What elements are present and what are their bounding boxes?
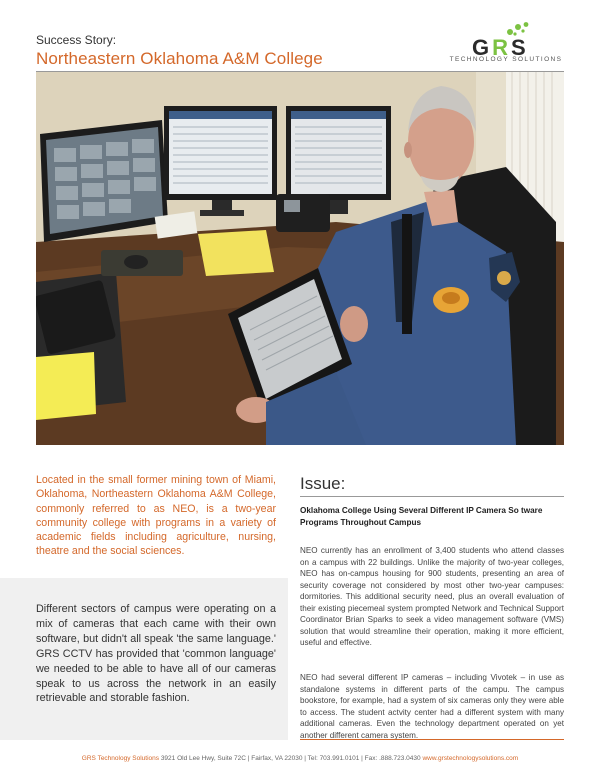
monitor-icon <box>40 120 168 242</box>
issue-paragraph-1: NEO currently has an enrollment of 3,400 students who attend classes on a campus with 22 buildings. Unlike the majority of two-year colleges, NEO has on-campus housing for 900 students, presenting an area of security coverage not considered by most other two-year campuses: dormitories. This additional security need, plus an overall evaluation of their existing piecemeal system prompted Network and Technical Support Coordinator Brian Sparks to seek a video management software (VMS) solution that would streamline their operation, making it more efficient, useful and effective. <box>300 546 564 647</box>
grs-logo <box>444 22 568 66</box>
footer-website-link[interactable]: www.grstechnologysolutions.com <box>422 755 519 762</box>
issue-heading: Issue: <box>300 474 346 493</box>
logo-subtitle: TECHNOLOGY SOLUTIONS <box>449 56 563 63</box>
logo-wordmark: GRS <box>472 35 529 60</box>
issue-subheading: Oklahoma College Using Several Different IP Camera So tware Programs Throughout Campus <box>300 506 543 527</box>
footer-details: 3921 Old Lee Hwy, Suite 72C | Fairfax, VA 22030 | Tel: 703.991.0101 | Fax: .888.723.0430 <box>159 755 423 762</box>
issue-divider <box>300 496 564 497</box>
footer-company: GRS Technology Solutions <box>81 755 160 762</box>
hero-photo <box>36 72 564 445</box>
issue-paragraph-2: NEO had several different IP cameras – including Vivotek – in use as standalone systems in different parts of the campu. The campus bookstore, for example, had a system of six cameras only they were able to access. The student actvity center had a different system with many additional cameras. Even the technology department operated on yet another different camera system. <box>300 673 564 740</box>
logo-dots-icon <box>506 22 532 36</box>
page-title: Northeastern Oklahoma A&M College <box>36 49 323 68</box>
footer <box>0 755 600 762</box>
eyebrow-label: Success Story: <box>36 33 117 47</box>
bottom-accent-line <box>300 739 564 740</box>
quote-text: Different sectors of campus were operating on a mix of cameras that each came with their own software, but didn't all speak 'the same language.' GRS CCTV has provided that 'common language' we needed to be able to have all of our cameras speak to us across the network in an easily retrievable and storable fashion. <box>36 603 276 705</box>
intro-paragraph: Located in the small former mining town of Miami, Oklahoma, Northeastern Oklahoma A&M College, commonly referred to as NEO, is a two-year community college with programs in a variety of academic fields including agriculture, nursing, theatre and the social sciences. <box>36 474 276 558</box>
